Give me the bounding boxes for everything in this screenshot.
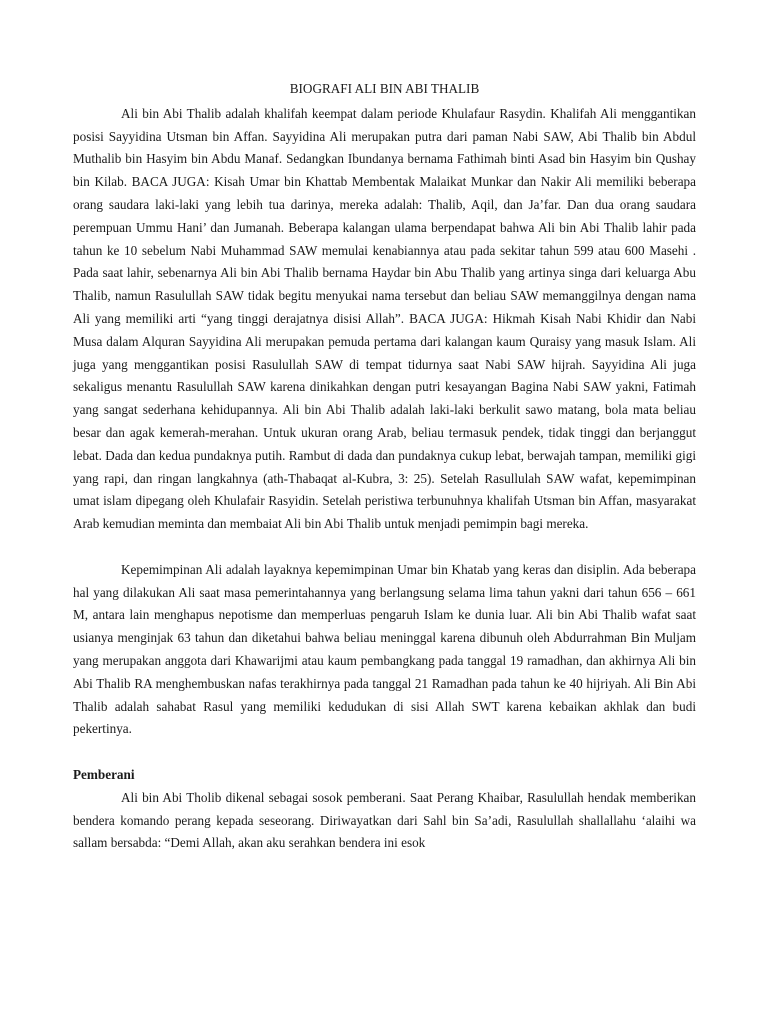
paragraph-leadership: Kepemimpinan Ali adalah layaknya kepemimpinan Umar bin Khatab yang keras dan disiplin. Ada beberapa hal yang dilakukan Ali saat masa pemerintahannya yang berlangsung selama lima tahun yakni dari tahun 656 – 661 M, antara lain menghapus nepotisme dan memperluas pengaruh Islam ke dunia luar. Ali bin Abi Thalib wafat saat usianya menginjak 63 tahun dan diketahui bahwa beliau meninggal karena dibunuh oleh Abdurrahman Bin Muljam yang merupakan anggota dari Khawarijmi atau kaum pembangkang pada tanggal 19 ramadhan, dan akhirnya Ali bin Abi Thalib RA menghembuskan nafas terakhirnya pada tanggal 21 Ramadhan pada tahun ke 40 hijriyah. Ali Bin Abi Thalib adalah sahabat Rasul yang memiliki kedudukan di sisi Allah SWT karena kebaikan akhlak dan budi pekertinya.	[73, 561, 696, 737]
paragraph-biography: Ali bin Abi Thalib adalah khalifah keempat dalam periode Khulafaur Rasydin. Khalifah Ali menggantikan posisi Sayyidina Utsman bin Affan. Sayyidina Ali merupakan putra dari paman Nabi SAW, Abi Thalib bin Abdul Muthalib bin Hasyim bin Abdu Manaf. Sedangkan Ibundanya bernama Fathimah binti Asad bin Hasyim bin Qushay bin Kilab. BACA JUGA: Kisah Umar bin Khattab Membentak Malaikat Munkar dan Nakir Ali memiliki beberapa orang saudara laki-laki yang lebih tua darinya, mereka adalah: Thalib, Aqil, dan Ja’far. Dan dua orang saudara perempuan Ummu Hani’ dan Jumanah. Beberapa kalangan ulama berpendapat bahwa Ali bin Abi Thalib lahir pada tahun ke 10 sebelum Nabi Muhammad SAW memulai kenabiannya atau pada sekitar tahun 599 atau 600 Masehi . Pada saat lahir, sebenarnya Ali bin Abi Thalib bernama Haydar bin Abu Thalib yang artinya singa dari keluarga Abu Thalib, namun Rasulullah SAW tidak begitu menyukai nama tersebut dan beliau SAW memanggilnya dengan nama Ali yang memiliki arti “yang tinggi derajatnya disisi Allah”. BACA JUGA: Hikmah Kisah Nabi Khidir dan Nabi Musa dalam Alquran Sayyidina Ali merupakan pemuda pertama dari kalangan kaum Quraisy yang masuk Islam. Ali juga yang menggantikan posisi Rasulullah SAW di tempat tidurnya saat Nabi SAW hijrah. Sayyidina Ali juga sekaligus menantu Rasulullah SAW karena dinikahkan dengan putri kesayangan Bagina Nabi SAW yakni, Fatimah yang sangat sederhana kehidupannya. Ali bin Abi Thalib adalah laki-laki berkulit sawo matang, bola mata beliau besar dan agak kemerah-merahan. Untuk ukuran orang Arab, beliau termasuk pendek, tidak tinggi dan berjanggut lebat. Dada dan kedua pundaknya putih. Rambut di dada dan pundaknya cukup lebat, berwajah tampan, memiliki gigi yang rapi, dan ringan langkahnya (ath-Thabaqat al-Kubra, 3: 25). Setelah Rasullulah SAW wafat, kepemimpinan umat islam dipegang oleh Khulafair Rasyidin. Setelah peristiwa terbunuhnya khalifah Utsman bin Affan, masyarakat Arab kemudian meminta dan membaiat Ali bin Abi Thalib untuk menjadi pemimpin bagi mereka.	[73, 105, 696, 532]
document-title: BIOGRAFI ALI BIN ABI THALIB	[289, 81, 480, 96]
section-heading-pemberani: Pemberani	[73, 766, 135, 782]
paragraph-bravery: Ali bin Abi Tholib dikenal sebagai sosok pemberani. Saat Perang Khaibar, Rasulullah hendak memberikan bendera komando perang kepada seseorang. Diriwayatkan dari Sahl bin Sa’adi, Rasulullah shallallahu ‘alaihi wa sallam bersabda: “Demi Allah, akan aku serahkan bendera ini esok	[73, 789, 696, 851]
paragraph-spacer	[73, 536, 696, 559]
paragraph-spacer	[73, 741, 696, 764]
document-body	[73, 78, 696, 855]
